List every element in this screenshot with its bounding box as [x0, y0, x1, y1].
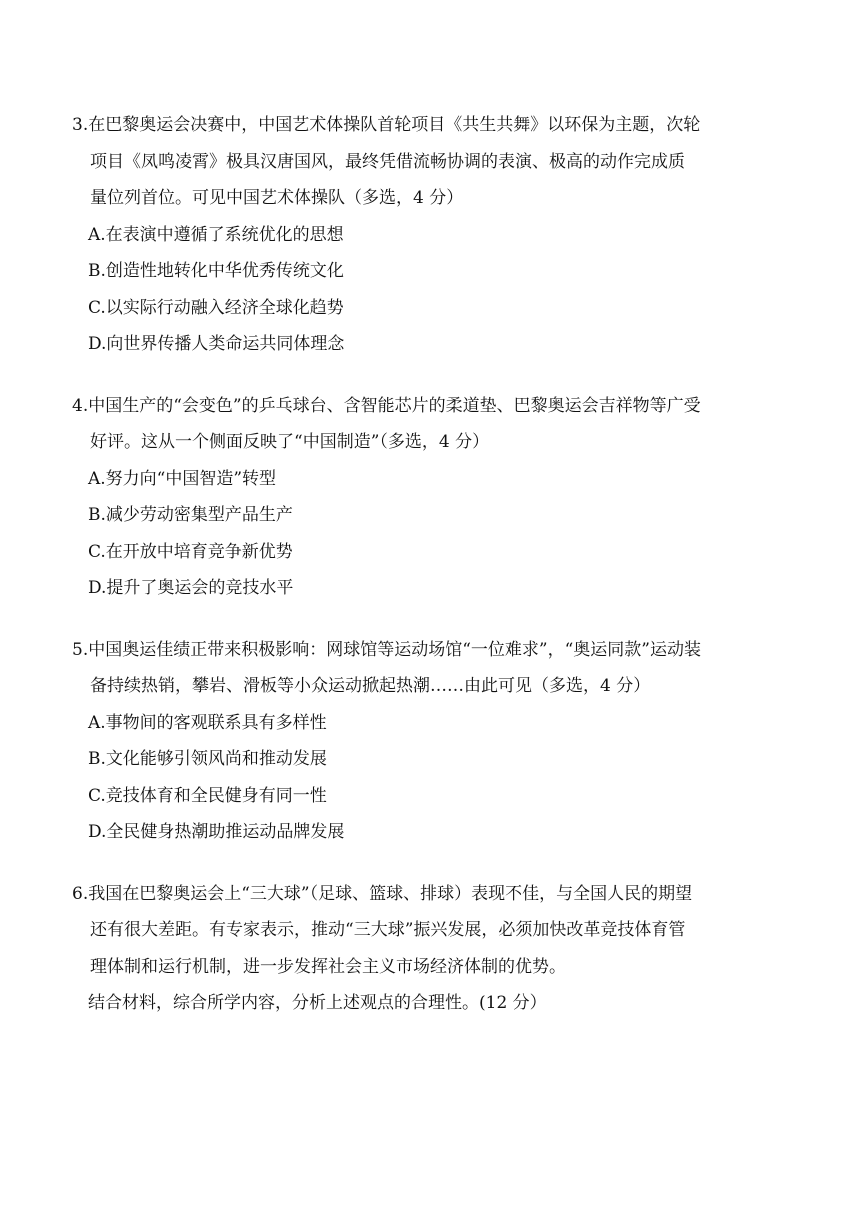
option-b: B.减少劳动密集型产品生产	[88, 505, 293, 525]
question-stem-line: 理体制和运行机制，进一步发挥社会主义市场经济体制的优势。	[90, 956, 566, 977]
question-stem-line: 5.中国奥运佳绩正带来积极影响：网球馆等运动场馆“一位难求”，“奥运同款”运动装	[72, 639, 701, 660]
option-b: B.文化能够引领风尚和推动发展	[88, 749, 327, 769]
option-a: A.事物间的客观联系具有多样性	[88, 712, 327, 733]
question-stem-line: 3.在巴黎奥运会决赛中，中国艺术体操队首轮项目《共生共舞》以环保为主题，次轮	[72, 115, 701, 135]
question-instruction: 结合材料，综合所学内容，分析上述观点的合理性。(12 分）	[88, 993, 547, 1013]
question-stem-line: 备持续热销，攀岩、滑板等小众运动掀起热潮……由此可见（多选，4 分）	[90, 676, 651, 696]
option-b: B.创造性地转化中华优秀传统文化	[88, 261, 344, 281]
question-4	[72, 388, 800, 607]
question-stem-line: 6.我国在巴黎奥运会上“三大球”（足球、篮球、排球）表现不佳，与全国人民的期望	[72, 883, 693, 904]
option-c: C.竞技体育和全民健身有同一性	[88, 785, 327, 806]
option-a: A.努力向“中国智造”转型	[88, 468, 277, 489]
option-d: D.全民健身热潮助推运动品牌发展	[88, 822, 345, 842]
question-stem-line: 还有很大差距。有专家表示，推动“三大球”振兴发展，必须加快改革竞技体育管	[90, 920, 686, 940]
question-stem-line: 好评。这从一个侧面反映了“中国制造”（多选，4 分）	[90, 432, 490, 452]
question-stem-line: 项目《凤鸣凌霄》极具汉唐国风，最终凭借流畅协调的表演、极高的动作完成质	[90, 151, 685, 172]
question-6	[72, 876, 800, 1022]
question-stem-line: 量位列首位。可见中国艺术体操队（多选，4 分）	[90, 188, 464, 208]
option-c: C.以实际行动融入经济全球化趋势	[88, 297, 344, 318]
question-stem-line: 4.中国生产的“会变色”的乒乓球台、含智能芯片的柔道垫、巴黎奥运会吉祥物等广受	[72, 395, 701, 416]
option-c: C.在开放中培育竞争新优势	[88, 541, 293, 562]
question-5	[72, 632, 800, 851]
option-a: A.在表演中遵循了系统优化的思想	[88, 224, 344, 245]
question-3	[72, 107, 800, 363]
option-d: D.向世界传播人类命运共同体理念	[88, 334, 345, 354]
option-d: D.提升了奥运会的竞技水平	[88, 578, 294, 598]
